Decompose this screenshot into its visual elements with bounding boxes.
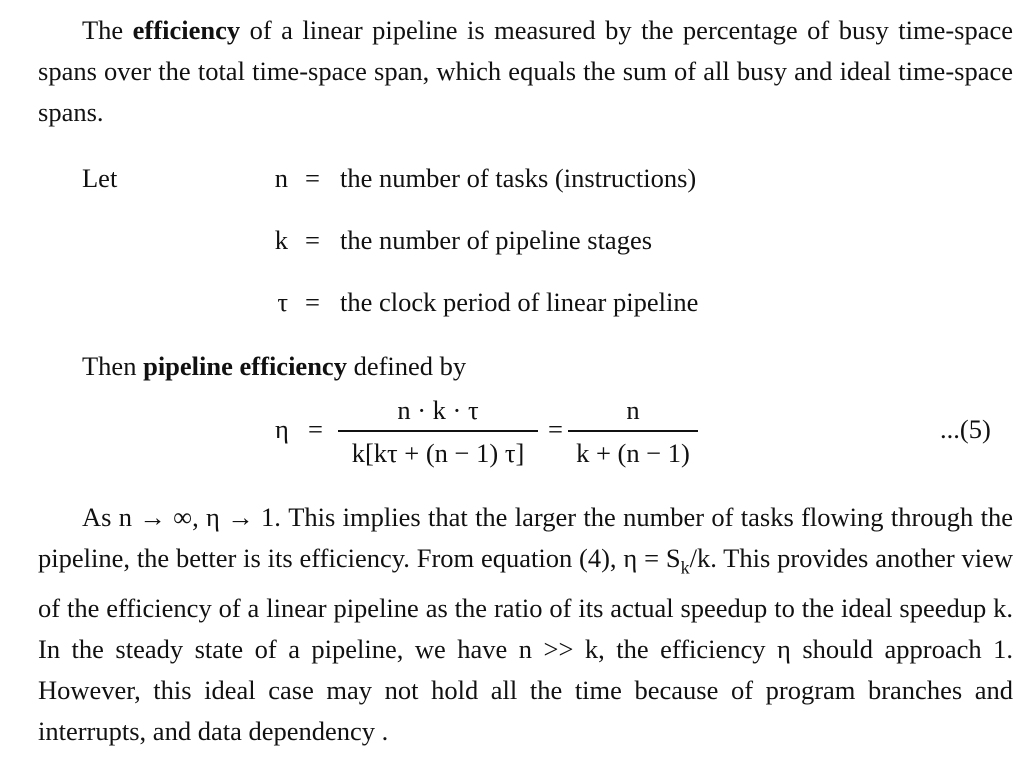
definition-text: the number of pipeline stages (340, 225, 653, 255)
then-lead: Then (82, 351, 144, 381)
equation-equals-1: = (308, 414, 323, 444)
fraction1-denominator: k[kτ + (n − 1) τ] (351, 438, 525, 468)
then-rest: defined by (346, 351, 467, 381)
fraction2-numerator: n (626, 395, 640, 425)
definition-text: the clock period of linear pipeline (340, 287, 699, 317)
p1-bold-term: efficiency (132, 15, 241, 45)
equation-label: ...(5) (940, 414, 991, 444)
definition-equals: = (305, 287, 320, 317)
p2-text-after: /k. This provides another view of the efficiency of a linear pipeline as the ratio of its actual speedup to the ideal speedup k. In the steady state of a pipeline, we have n >> k, the efficiency η should approach 1. However, this ideal case may not hold all the time because of program branches and interrupts, and data dependency . (38, 543, 1013, 747)
fraction2-bar (568, 430, 698, 432)
definition-symbol: k (274, 225, 288, 255)
then-bold-term: pipeline efficiency (143, 351, 347, 381)
let-label: Let (82, 163, 118, 193)
definition-equals: = (305, 225, 320, 255)
p1-rest: of a linear pipeline is measured by the percentage of busy time-space spans over the total time-space span, which equals the sum of all busy and ideal time-space spans. (38, 15, 1013, 127)
p2-text-before: As n → ∞, η → 1. This implies that the larger the number of tasks flowing through the pipeline, the better is its efficiency. From equation (4), η = S (38, 502, 1013, 573)
definition-symbol: τ (277, 287, 288, 317)
fraction2-denominator: k + (n − 1) (576, 438, 690, 468)
definition-text: the number of tasks (instructions) (340, 163, 697, 193)
p1-lead: The (82, 15, 133, 45)
p2-subscript: k (680, 557, 690, 578)
fraction1-numerator: n · k · τ (397, 395, 479, 425)
then-line (82, 348, 466, 384)
definition-equals: = (305, 163, 320, 193)
fraction1-bar (338, 430, 538, 432)
equation-equals-2: = (548, 414, 563, 444)
paragraph-efficiency-intro (38, 10, 1013, 133)
definition-symbol: n (274, 163, 288, 193)
paragraph-efficiency-analysis (38, 497, 1013, 752)
eta-symbol: η (275, 414, 289, 444)
